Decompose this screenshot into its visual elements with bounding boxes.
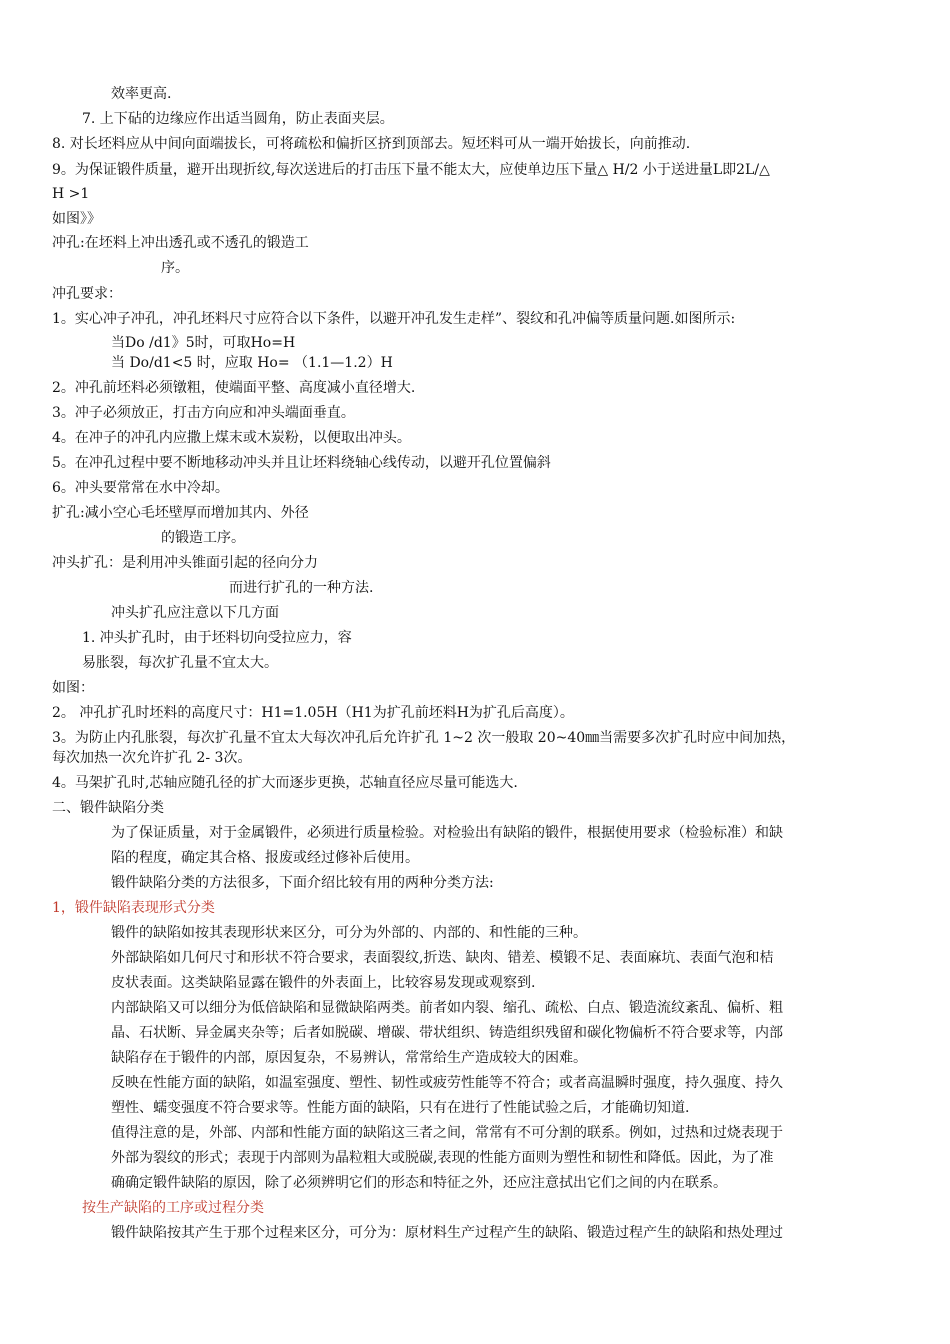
definition-line: 冲孔:在坯料上冲出透孔或不透孔的锻造工 bbox=[52, 235, 309, 251]
list-item: 6。冲头要常常在水中冷却。 bbox=[52, 480, 229, 496]
formula-line: 当 Do/d1<5 时，应取 Ho= （1.1—1.2）H bbox=[111, 355, 393, 371]
text-line: H >1 bbox=[52, 186, 90, 202]
list-item: 3。为防止内孔胀裂，每次扩孔量不宜太大每次冲孔后允许扩孔 1~2 次一般取 20~40㎜当需要多次扩孔时应中间加热， bbox=[52, 730, 796, 746]
definition-line: 扩孔:减小空心毛坯壁厚而增加其内、外径 bbox=[52, 505, 309, 521]
paragraph-line: 缺陷存在于锻件的内部，原因复杂，不易辨认，常常给生产造成较大的困难。 bbox=[111, 1050, 587, 1066]
paragraph-line: 值得注意的是，外部、内部和性能方面的缺陷这三者之间，常常有不可分割的联系。例如，过热和过烧表现于 bbox=[111, 1125, 783, 1141]
list-item: 2。冲孔前坯料必须镦粗，使端面平整、高度减小直径增大. bbox=[52, 380, 416, 396]
paragraph-line: 为了保证质量，对于金属锻件，必须进行质量检验。对检验出有缺陷的锻件，根据使用要求（检验标准）和缺 bbox=[111, 825, 783, 841]
list-item: 1。实心冲子冲孔，冲孔坯料尺寸应符合以下条件，以避开冲孔发生走样”、裂纹和孔冲偏等质量问题.如图所示: bbox=[52, 311, 736, 327]
subsection-heading: 按生产缺陷的工序或过程分类 bbox=[82, 1200, 264, 1216]
formula-line: 当Do /d1》5时，可取Ho=H bbox=[111, 335, 296, 351]
text-line: 冲头扩孔应注意以下几方面 bbox=[111, 605, 279, 621]
text-line: 易胀裂，每次扩孔量不宜太大。 bbox=[82, 655, 278, 671]
paragraph-line: 锻件的缺陷如按其表现形状来区分，可分为外部的、内部的、和性能的三种。 bbox=[111, 925, 587, 941]
list-item: 9。为保证锻件质量，避开出现折纹,每次送进后的打击压下量不能太大，应使单边压下量△ H/2 小于送进量L即2L/△ bbox=[52, 162, 770, 178]
text-line: 如图： bbox=[52, 680, 94, 696]
paragraph-line: 外部为裂纹的形式；表现于内部则为晶粒粗大或脱碳,表现的性能方面则为塑性和韧性和降低。因此，为了准 bbox=[111, 1150, 774, 1166]
paragraph-line: 皮状表面。这类缺陷显露在锻件的外表面上，比较容易发现或观察到. bbox=[111, 975, 536, 991]
list-item: 4。在冲子的冲孔内应撒上煤末或木炭粉，以便取出冲头。 bbox=[52, 430, 411, 446]
text-line: 每次加热一次允许扩孔 2- 3次。 bbox=[52, 750, 252, 766]
paragraph-line: 外部缺陷如几何尺寸和形状不符合要求，表面裂纹,折迭、缺肉、错差、模锻不足、表面麻坑、表面气泡和桔 bbox=[111, 950, 774, 966]
text-line: 而进行扩孔的一种方法. bbox=[229, 580, 374, 596]
paragraph-line: 内部缺陷又可以细分为低倍缺陷和显微缺陷两类。前者如内裂、缩孔、疏松、白点、锻造流纹紊乱、偏析、粗 bbox=[111, 1000, 783, 1016]
section-heading: 二、锻件缺陷分类 bbox=[52, 800, 164, 816]
paragraph-line: 塑性、蠕变强度不符合要求等。性能方面的缺陷，只有在进行了性能试验之后，才能确切知道. bbox=[111, 1100, 690, 1116]
paragraph-line: 锻件缺陷按其产生于那个过程来区分，可分为：原材料生产过程产生的缺陷、锻造过程产生的缺陷和热处理过 bbox=[111, 1225, 783, 1241]
list-item: 7. 上下砧的边缘应作出适当圆角，防止表面夹层。 bbox=[82, 111, 394, 127]
list-item: 3。冲子必须放正，打击方向应和冲头端面垂直。 bbox=[52, 405, 355, 421]
paragraph-line: 晶、石状断、异金属夹杂等；后者如脱碳、增碳、带状组织、铸造组织残留和碳化物偏析不符合要求等，内部 bbox=[111, 1025, 783, 1041]
paragraph-line: 确确定锻件缺陷的原因，除了必须辨明它们的形态和特征之外，还应注意拭出它们之间的内在联系。 bbox=[111, 1175, 727, 1191]
list-item: 5。在冲孔过程中要不断地移动冲头并且让坯料绕轴心线传动，以避开孔位置偏斜 bbox=[52, 455, 551, 471]
text-line: 如图》》 bbox=[52, 211, 101, 227]
paragraph-line: 反映在性能方面的缺陷，如温室强度、塑性、韧性或疲劳性能等不符合；或者高温瞬时强度，持久强度、持久 bbox=[111, 1075, 783, 1091]
list-item: 4。马架扩孔时,芯轴应随孔径的扩大而逐步更换，芯轴直径应尽量可能选大. bbox=[52, 775, 518, 791]
section-label: 冲孔要求： bbox=[52, 286, 122, 302]
definition-line: 冲头扩孔：是利用冲头锥面引起的径向分力 bbox=[52, 555, 318, 571]
paragraph-line: 陷的程度，确定其合格、报废或经过修补后使用。 bbox=[111, 850, 419, 866]
paragraph-line: 锻件缺陷分类的方法很多，下面介绍比较有用的两种分类方法: bbox=[111, 875, 494, 891]
text-line: 的锻造工序。 bbox=[161, 530, 245, 546]
list-item: 8. 对长坯料应从中间向面端拔长，可将疏松和偏折区挤到顶部去。短坯料可从一端开始拔长，向前推动. bbox=[52, 136, 691, 152]
text-line: 序。 bbox=[161, 260, 189, 276]
subsection-heading: 1，锻件缺陷表现形式分类 bbox=[52, 900, 215, 916]
list-item: 1. 冲头扩孔时，由于坯料切向受拉应力，容 bbox=[82, 630, 352, 646]
text-line: 效率更高. bbox=[111, 86, 172, 102]
list-item: 2。 冲孔扩孔时坯料的高度尺寸：H1=1.05H（H1为扩孔前坯料H为扩孔后高度）。 bbox=[52, 705, 574, 721]
